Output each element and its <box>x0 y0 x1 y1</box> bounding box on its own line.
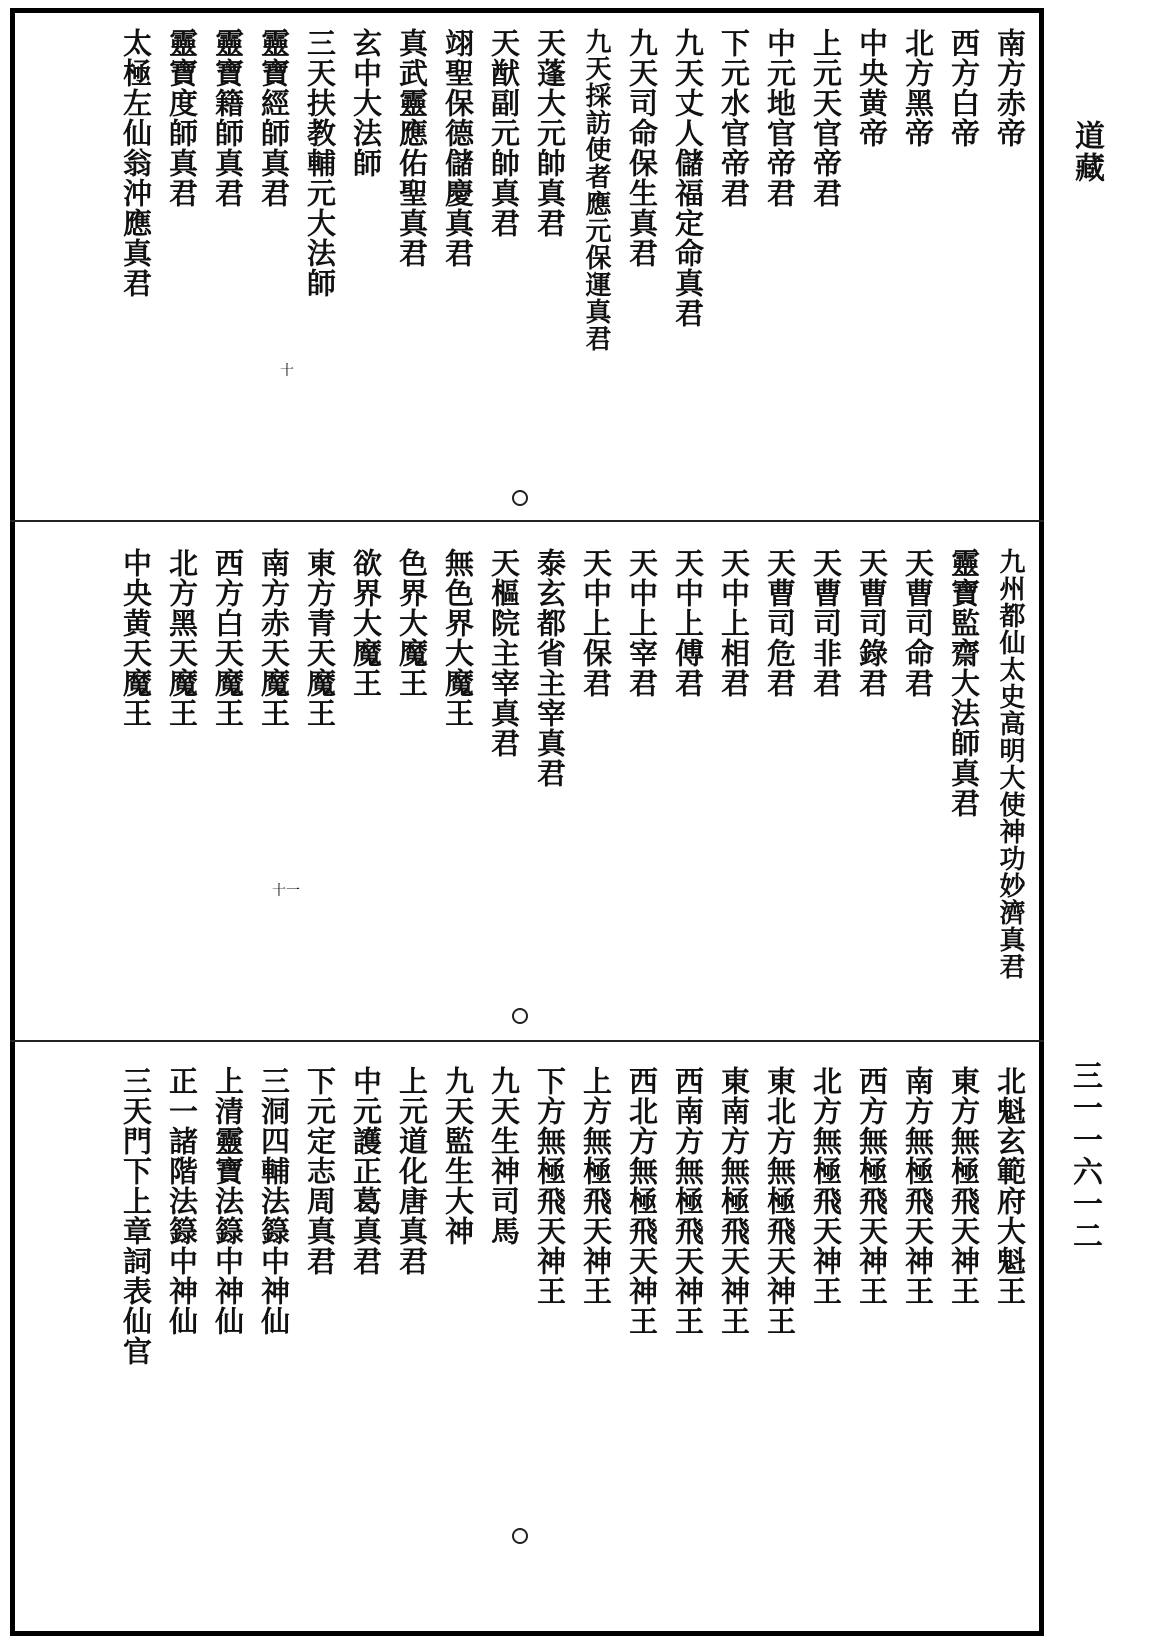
text-column: 天中上傅君 <box>671 548 705 698</box>
text-column: 三天扶教輔元大法師 <box>303 28 337 298</box>
text-column: 翊聖保德儲慶真君 <box>441 28 475 268</box>
section-circle <box>512 1008 528 1024</box>
text-column: 三洞四輔法籙中神仙 <box>257 1066 291 1336</box>
text-column: 天曹司命君 <box>901 548 935 698</box>
text-column: 上元道化唐真君 <box>395 1066 429 1276</box>
text-column: 東北方無極飛天神王 <box>763 1066 797 1336</box>
page-mark: 十 <box>280 363 294 379</box>
text-column: 天樞院主宰真君 <box>487 548 521 758</box>
text-column: 泰玄都省主宰真君 <box>533 548 567 788</box>
text-column: 天中上相君 <box>717 548 751 698</box>
text-column: 天中上宰君 <box>625 548 659 698</box>
text-column: 西方無極飛天神王 <box>855 1066 889 1306</box>
text-column: 天曹司危君 <box>763 548 797 698</box>
column-group <box>40 548 1030 1018</box>
text-column: 天猷副元帥真君 <box>487 28 521 238</box>
text-column: 色界大魔王 <box>395 548 429 698</box>
side-label-top: 道藏 <box>1069 120 1104 184</box>
text-column: 靈寶籍師真君 <box>211 28 245 208</box>
text-column: 中央黄天魔王 <box>119 548 153 728</box>
text-column: 真武靈應佑聖真君 <box>395 28 429 268</box>
text-column: 北方黑天魔王 <box>165 548 199 728</box>
text-column: 靈寶經師真君 <box>257 28 291 208</box>
text-column: 西方白帝 <box>947 28 981 148</box>
text-column: 靈寶監齋大法師真君 <box>947 548 981 818</box>
text-column: 三天門下上章詞表仙官 <box>119 1066 153 1366</box>
section-divider <box>10 1040 1044 1042</box>
text-column: 東南方無極飛天神王 <box>717 1066 751 1336</box>
text-column: 西方白天魔王 <box>211 548 245 728</box>
side-label-bottom: 三一一六一二 <box>1067 1060 1102 1252</box>
column-group <box>40 1066 1030 1506</box>
text-column: 上元天官帝君 <box>809 28 843 208</box>
text-column: 中央黄帝 <box>855 28 889 148</box>
section-3 <box>40 1066 1030 1506</box>
text-column: 中元護正葛真君 <box>349 1066 383 1276</box>
text-column: 南方無極飛天神王 <box>901 1066 935 1306</box>
page-mark: 十一 <box>272 883 300 899</box>
text-column: 東方無極飛天神王 <box>947 1066 981 1306</box>
text-column: 九天司命保生真君 <box>625 28 659 268</box>
text-column: 天曹司錄君 <box>855 548 889 698</box>
text-column: 九天採訪使者應元保運真君 <box>581 28 611 352</box>
text-column: 正一諸階法籙中神仙 <box>165 1066 199 1336</box>
text-column: 靈寶度師真君 <box>165 28 199 208</box>
column-group <box>40 28 1030 508</box>
text-column: 西北方無極飛天神王 <box>625 1066 659 1336</box>
text-column: 東方青天魔王 <box>303 548 337 728</box>
section-1 <box>40 28 1030 508</box>
text-column: 北方無極飛天神王 <box>809 1066 843 1306</box>
text-column: 天中上保君 <box>579 548 613 698</box>
section-divider <box>10 520 1044 522</box>
section-circle <box>512 1528 528 1544</box>
text-column: 天曹司非君 <box>809 548 843 698</box>
text-column: 九天丈人儲福定命真君 <box>671 28 705 328</box>
text-column: 上方無極飛天神王 <box>579 1066 613 1306</box>
text-column: 南方赤帝 <box>993 28 1027 148</box>
text-column: 天蓬大元帥真君 <box>533 28 567 238</box>
section-2 <box>40 548 1030 1018</box>
text-column: 南方赤天魔王 <box>257 548 291 728</box>
text-column: 北魁玄範府大魁王 <box>993 1066 1027 1306</box>
text-column: 九天生神司馬 <box>487 1066 521 1246</box>
text-column: 下元水官帝君 <box>717 28 751 208</box>
text-column: 上清靈寶法籙中神仙 <box>211 1066 245 1336</box>
text-column: 無色界大魔王 <box>441 548 475 728</box>
text-column: 玄中大法師 <box>349 28 383 178</box>
text-column: 下元定志周真君 <box>303 1066 337 1276</box>
text-column: 九州都仙太史高明大使神功妙濟真君 <box>995 548 1025 980</box>
text-column: 欲界大魔王 <box>349 548 383 698</box>
text-column: 西南方無極飛天神王 <box>671 1066 705 1336</box>
text-column: 太極左仙翁沖應真君 <box>119 28 153 298</box>
text-column: 中元地官帝君 <box>763 28 797 208</box>
text-column: 下方無極飛天神王 <box>533 1066 567 1306</box>
section-circle <box>512 490 528 506</box>
text-column: 九天監生大神 <box>441 1066 475 1246</box>
text-column: 北方黑帝 <box>901 28 935 148</box>
